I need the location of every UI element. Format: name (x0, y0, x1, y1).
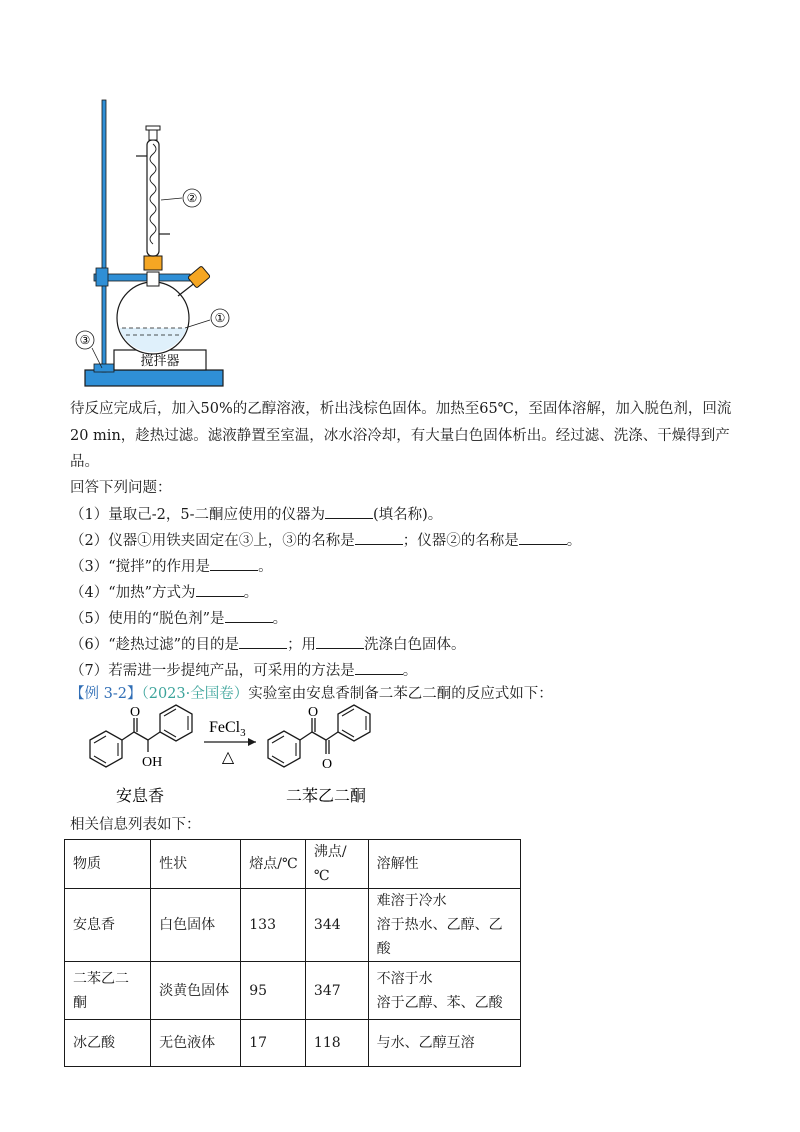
carbonyl-oxygen: O (130, 705, 141, 720)
example-tag: 【例 3-2】 (70, 686, 142, 702)
carbonyl-oxygen: O (322, 757, 333, 772)
question-4: （4）“加热”方式为 。 (70, 582, 258, 603)
cell-state: 淡黄色固体 (151, 962, 241, 1020)
example-text: 实验室由安息香制备二苯乙二酮的反应式如下： (248, 686, 553, 702)
answer-blank[interactable] (225, 608, 273, 623)
answer-blank[interactable] (316, 634, 364, 649)
cell-bp: 118 (305, 1020, 368, 1067)
answer-blank[interactable] (239, 634, 287, 649)
reactant-name: 安息香 (115, 786, 165, 805)
answer-blank[interactable] (355, 530, 403, 545)
product-name: 二苯乙二酮 (285, 786, 367, 805)
header-boiling-point: 沸点/℃ (305, 840, 368, 889)
questions-intro: 回答下列问题： (70, 480, 172, 496)
cell-bp: 347 (305, 962, 368, 1020)
benzene-ring (338, 705, 370, 741)
answer-blank[interactable] (210, 556, 258, 571)
question-6: （6）“趁热过滤”的目的是 ；用 洗涤白色固体。 (70, 634, 466, 655)
stopper (144, 256, 162, 270)
reaction-scheme (70, 700, 400, 810)
cell-mp: 133 (241, 889, 306, 962)
cell-bp: 344 (305, 889, 368, 962)
question-3: （3）“搅拌”的作用是 。 (70, 556, 273, 577)
label-2: ② (186, 191, 198, 205)
hydroxyl-group: OH (142, 755, 163, 770)
paragraph-line-1: 待反应完成后，加入50%的乙醇溶液，析出浅棕色固体。加热至65℃，至固体溶解，加入脱色剂，回流 (70, 401, 732, 417)
label-1: ① (214, 311, 226, 325)
reflux-apparatus-figure (70, 96, 270, 396)
cell-name: 冰乙酸 (65, 1020, 151, 1067)
benzene-ring (160, 705, 192, 741)
answer-blank[interactable] (325, 504, 373, 519)
cell-solubility: 难溶于冷水 溶于热水、乙醇、乙酸 (368, 889, 520, 962)
cell-state: 无色液体 (151, 1020, 241, 1067)
paragraph-line-3: 品。 (70, 454, 99, 470)
header-substance: 物质 (65, 840, 151, 889)
question-5: （5）使用的“脱色剂”是 。 (70, 608, 287, 629)
answer-blank[interactable] (519, 530, 567, 545)
cell-solubility: 与水、乙醇互溶 (368, 1020, 520, 1067)
cell-mp: 95 (241, 962, 306, 1020)
label-3: ③ (79, 333, 91, 347)
table-header-row (65, 840, 521, 889)
table-row (65, 962, 521, 1020)
condenser (147, 140, 159, 256)
cell-name: 安息香 (65, 889, 151, 962)
cell-name: 二苯乙二 酮 (65, 962, 151, 1020)
answer-blank[interactable] (196, 582, 244, 597)
cell-solubility: 不溶于水 溶于乙醇、苯、乙酸 (368, 962, 520, 1020)
heat-condition: △ (221, 749, 235, 766)
iron-stand-rod (102, 100, 106, 372)
carbonyl-oxygen: O (308, 705, 319, 720)
question-2: （2）仪器①用铁夹固定在③上，③的名称是 ；仪器②的名称是 。 (70, 530, 581, 551)
table-row (65, 1020, 521, 1067)
example-source: （2023·全国卷） (141, 686, 249, 702)
paragraph-line-2: 20 min，趁热过滤。滤液静置至室温，冰水浴冷却，有大量白色固体析出。经过滤、洗涤、干燥得到产 (70, 428, 730, 444)
properties-table (64, 839, 521, 1067)
clamp-arm (94, 274, 190, 281)
cell-mp: 17 (241, 1020, 306, 1067)
header-state: 性状 (151, 840, 241, 889)
stirrer-label: 搅拌器 (140, 354, 180, 369)
question-7: （7）若需进一步提纯产品，可采用的方法是 。 (70, 660, 417, 681)
reagent-fecl3: FeCl$_3$ (209, 719, 246, 739)
answer-blank[interactable] (355, 660, 403, 675)
cell-state: 白色固体 (151, 889, 241, 962)
header-melting-point: 熔点/℃ (241, 840, 306, 889)
question-1: （1）量取己-2，5-二酮应使用的仪器为 (填名称)。 (70, 504, 442, 525)
table-row (65, 889, 521, 962)
table-intro: 相关信息列表如下： (70, 817, 201, 833)
header-solubility: 溶解性 (368, 840, 520, 889)
